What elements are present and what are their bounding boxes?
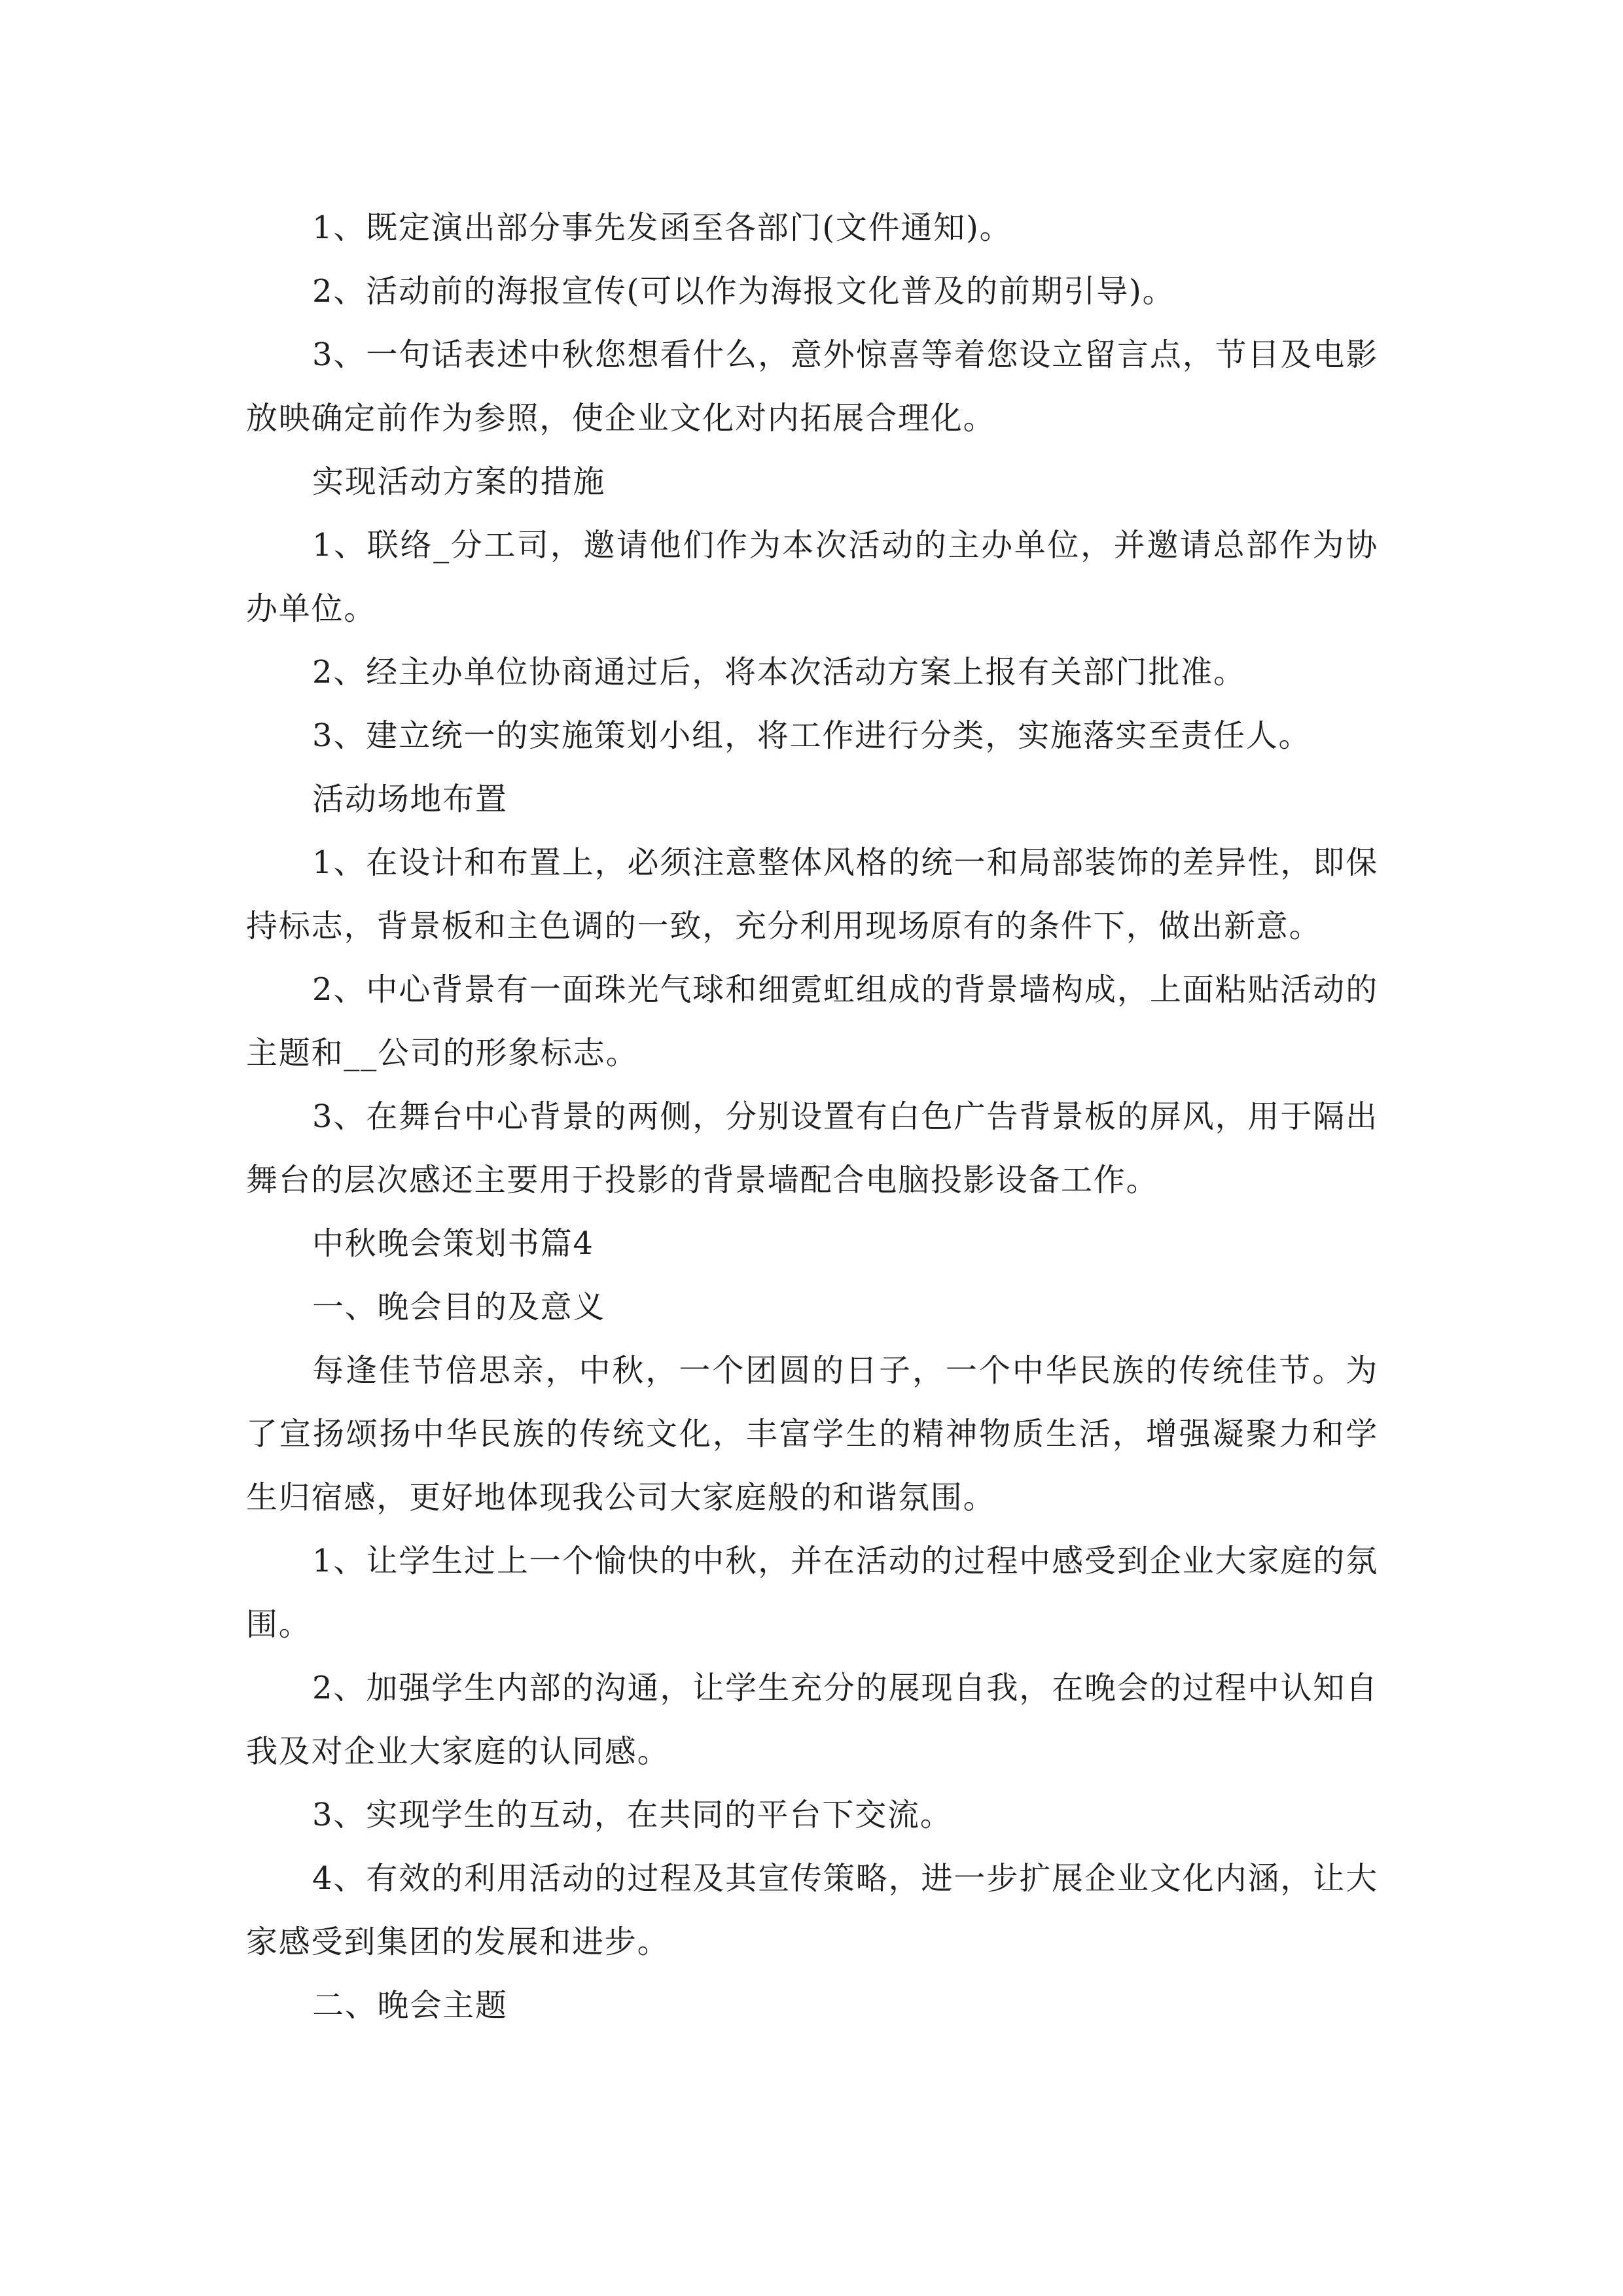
paragraph: 3、实现学生的互动，在共同的平台下交流。 (312, 1797, 953, 1833)
paragraph: 2、经主办单位协商通过后，将本次活动方案上报有关部门批准。 (312, 654, 1246, 691)
document-body (246, 196, 1378, 2037)
paragraph: 1、联络_分工司，邀请他们作为本次活动的主办单位，并邀请总部作为协办单位。 (246, 527, 1378, 627)
section-heading: 实现活动方案的措施 (312, 463, 606, 500)
paragraph: 3、建立统一的实施策划小组，将工作进行分类，实施落实至责任人。 (312, 717, 1311, 754)
paragraph: 1、在设计和布置上，必须注意整体风格的统一和局部装饰的差异性，即保持标志，背景板和主色调的一致，充分利用现场原有的条件下，做出新意。 (246, 844, 1378, 944)
section-heading: 一、晚会目的及意义 (312, 1289, 606, 1325)
paragraph: 1、让学生过上一个愉快的中秋，并在活动的过程中感受到企业大家庭的氛围。 (246, 1543, 1378, 1643)
paragraph: 2、活动前的海报宣传(可以作为海报文化普及的前期引导)。 (312, 273, 1175, 310)
paragraph: 3、一句话表述中秋您想看什么，意外惊喜等着您设立留言点，节目及电影放映确定前作为参照，使企业文化对内拓展合理化。 (246, 336, 1378, 437)
section-heading: 中秋晚会策划书篇4 (312, 1225, 594, 1262)
paragraph: 4、有效的利用活动的过程及其宣传策略，进一步扩展企业文化内涵，让大家感受到集团的发展和进步。 (246, 1860, 1378, 1960)
section-heading: 二、晚会主题 (312, 1987, 508, 2024)
section-heading: 活动场地布置 (312, 781, 508, 817)
paragraph: 2、加强学生内部的沟通，让学生充分的展现自我，在晚会的过程中认知自我及对企业大家庭的认同感。 (246, 1670, 1378, 1770)
paragraph: 每逢佳节倍思亲，中秋，一个团圆的日子，一个中华民族的传统佳节。为了宣扬颂扬中华民族的传统文化，丰富学生的精神物质生活，增强凝聚力和学生归宿感，更好地体现我公司大家庭般的和谐氛围。 (246, 1352, 1378, 1516)
paragraph: 2、中心背景有一面珠光气球和细霓虹组成的背景墙构成，上面粘贴活动的主题和__公司的形象标志。 (246, 971, 1378, 1071)
paragraph: 3、在舞台中心背景的两侧，分别设置有白色广告背景板的屏风，用于隔出舞台的层次感还主要用于投影的背景墙配合电脑投影设备工作。 (246, 1098, 1378, 1198)
paragraph: 1、既定演出部分事先发函至各部门(文件通知)。 (312, 209, 1012, 246)
